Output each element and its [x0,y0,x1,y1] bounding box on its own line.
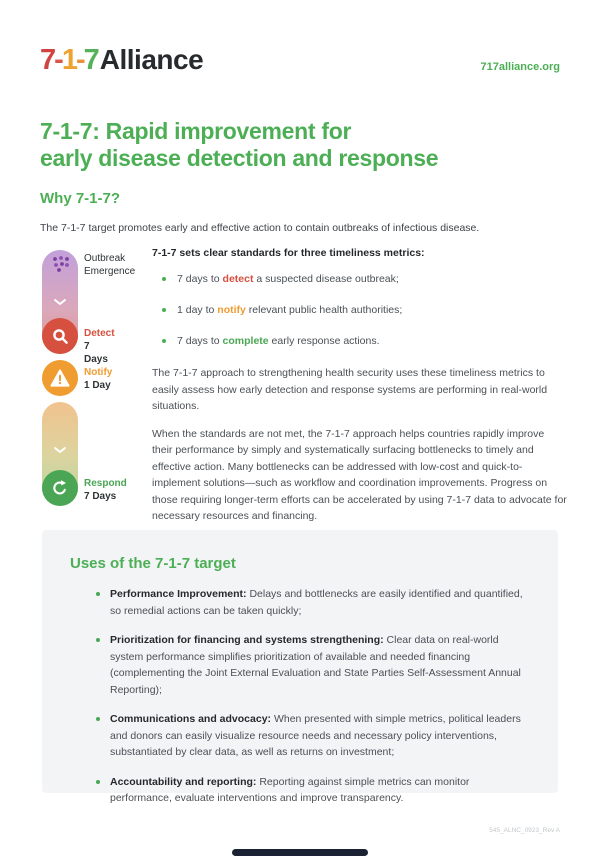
approach-paragraph-2: When the standards are not met, the 7-1-7 approach helps countries rapidly improve their performance by simply and systematically surfacing bottlenecks to timely and effective action. Many bottlenecks can be addressed with low-cost and quick-to-implement solutions—such as workflow and coordination improvements. Progress on those requiring longer-term efforts can be accelerated by using 7-1-7 data to advocate for necessary resources and financing. [152,427,567,522]
metric-item-notify [162,303,567,318]
chevron-down-icon [53,446,67,454]
logo-digit-7a: 7 [40,44,55,76]
metrics-heading: 7-1-7 sets clear standards for three timeliness metrics: [152,247,425,259]
uses-performance-lead: Performance Improvement: [110,588,247,600]
page-title [40,118,570,172]
circular-arrow-icon [50,478,70,498]
logo-digit-1: 1 [61,44,76,76]
metric-notify-pre: 1 day to [177,304,218,316]
metric-complete-pre: 7 days to [177,335,223,347]
uses-heading: Uses of the 7-1-7 target [70,555,236,572]
metric-notify-post: relevant public health authorities; [245,304,403,316]
intro-paragraph: The 7-1-7 target promotes early and effective action to contain outbreaks of infectious disease. [40,222,480,234]
stage-label-outbreak [84,252,135,278]
home-indicator-bar [232,849,368,856]
respond-days: 7 Days [84,491,117,502]
uses-section [42,530,558,804]
page-title-line1: 7-1-7: Rapid improvement for [40,118,352,144]
uses-item-prioritization [96,632,530,698]
notify-label: Notify [84,367,113,378]
717-alliance-logo [40,44,203,77]
stage-label-respond [84,477,127,503]
page-title-line2: early disease detection and response [40,145,439,171]
stage-label-outbreak-line2: Emergence [84,266,136,277]
metric-detect-keyword: detect [222,273,254,285]
logo-dash-a: - [54,44,62,76]
magnifier-icon [51,327,70,346]
uses-prioritization-text: Clear data on real-world system performance simplifies prioritization of available and needed financing (complementing the Joint External Evaluation and State Parties Self-Assessment Annual Reporting); [110,634,521,696]
website-link[interactable]: 717alliance.org [480,61,560,73]
outbreak-dots-icon [50,254,72,276]
uses-accountability-text: Reporting against simple metrics can monitor performance, evaluate interventions and improve transparency. [110,775,470,804]
uses-performance-text: Delays and bottlenecks are easily identified and quantified, so remedial actions can be taken quickly; [110,588,523,617]
logo-wordmark: Alliance [99,44,204,75]
uses-list [96,586,530,807]
metric-notify-keyword: notify [217,304,246,316]
why-content-column [152,247,567,525]
metric-detect-pre: 7 days to [177,273,223,285]
metric-item-detect [162,272,567,287]
metric-detect-post: a suspected disease outbreak; [253,273,399,285]
respond-circle [42,470,78,506]
uses-communications-lead: Communications and advocacy: [110,713,272,725]
respond-label: Respond [84,478,127,489]
detect-circle [42,318,78,354]
metric-complete-post: early response actions. [268,335,380,347]
chevron-down-icon [53,298,67,306]
document-code: 545_ALNC_0923_Rev A [489,827,560,834]
notify-days: 1 Day [84,380,111,391]
logo-digit-7b: 7 [83,44,98,76]
detect-days: 7 Days [84,341,108,365]
uses-item-accountability [96,774,530,807]
why-heading: Why 7-1-7? [40,190,121,207]
stage-label-detect [84,327,115,366]
uses-prioritization-lead: Prioritization for financing and systems strengthening: [110,634,384,646]
uses-communications-text: When presented with simple metrics, political leaders and donors can easily visualize resource needs and necessary policy interventions, substantiated by clear data, as well as returns on investment; [110,713,521,758]
metric-complete-keyword: complete [222,335,269,347]
metrics-list [162,272,567,349]
detect-label: Detect [84,328,115,339]
warning-triangle-icon [49,368,71,388]
stage-label-notify [84,366,112,392]
logo-dash-b: - [75,44,84,76]
uses-item-communications [96,711,530,761]
stage-label-outbreak-line1: Outbreak [84,253,126,264]
uses-accountability-lead: Accountability and reporting: [110,775,257,788]
metric-item-complete [162,334,567,349]
approach-paragraph-1: The 7-1-7 approach to strengthening health security uses these timeliness metrics to easily assess how early detection and response systems are performing in real-world situations. [152,367,548,412]
notify-circle [42,360,78,396]
uses-item-performance [96,586,530,619]
